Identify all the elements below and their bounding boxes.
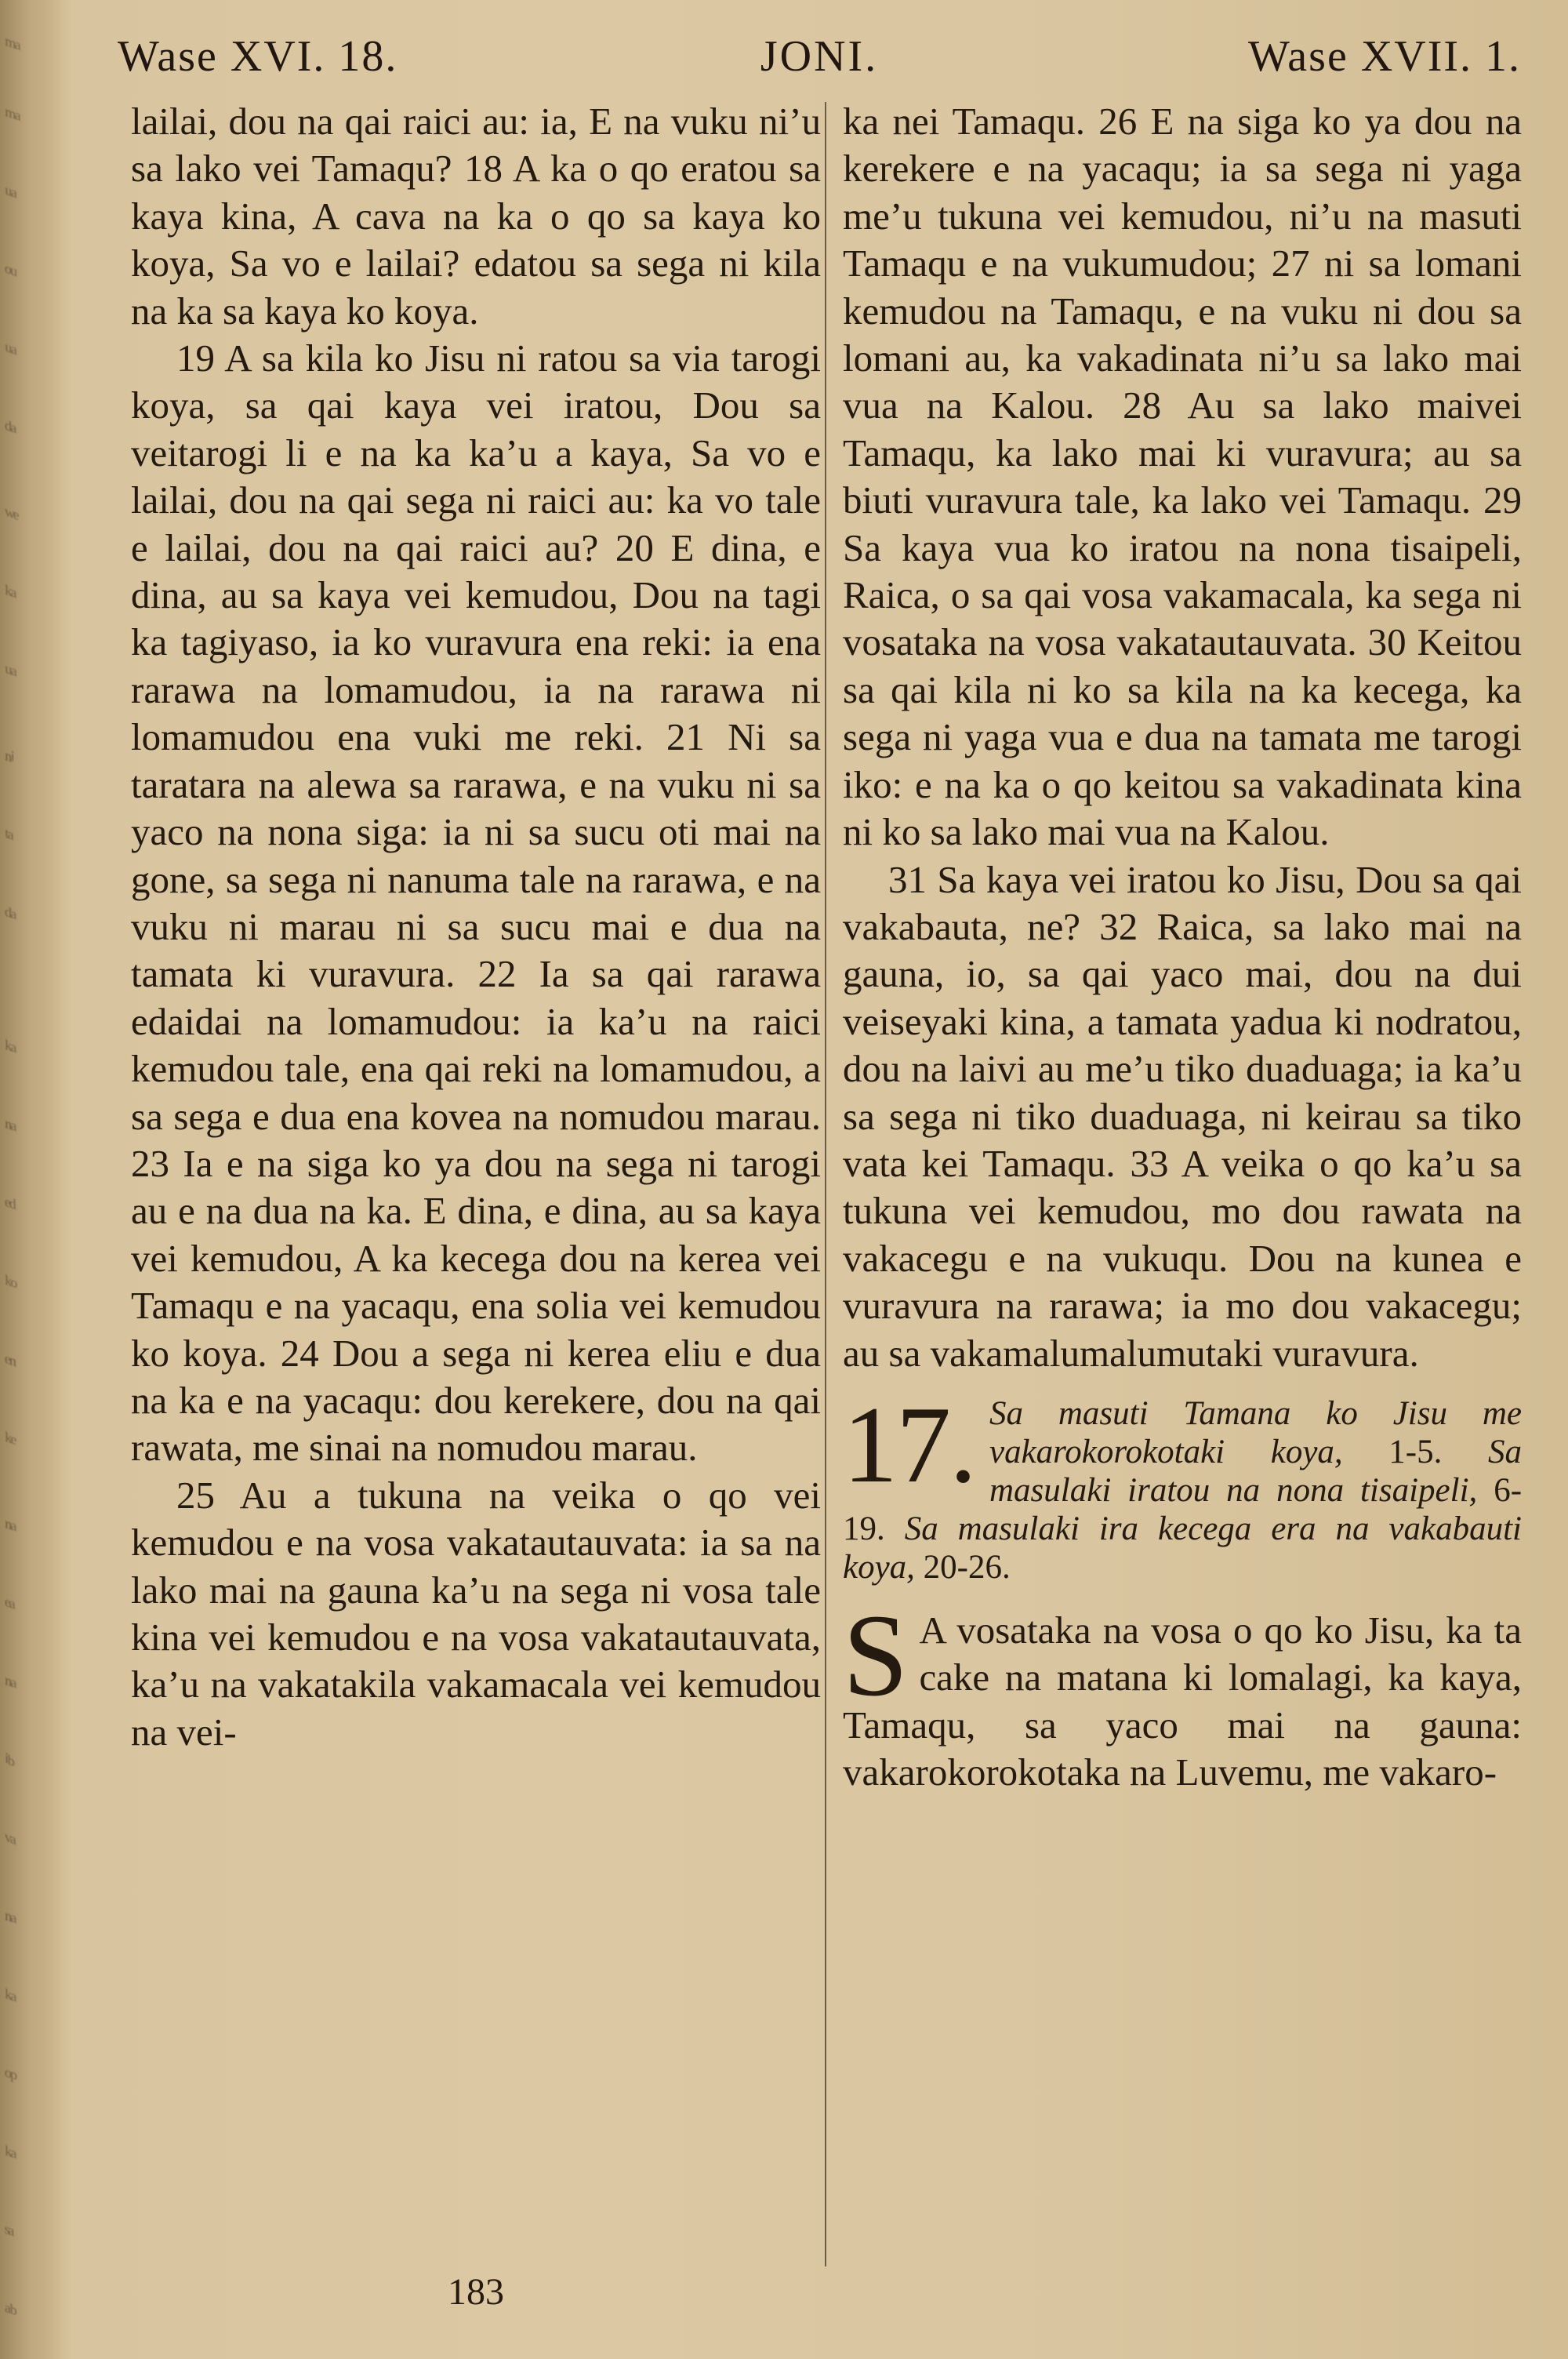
header-book-title: JONI. — [760, 32, 879, 81]
paragraph: lailai, dou na qai raici au: ia, E na vuku ni’u sa lako vei Tamaqu? 18 A ka o qo eratou sa kaya kina, A cava na ka o qo sa kaya ko koya, Sa vo e lailai? edatou sa sega ni kila na ka sa kaya ko koya. — [131, 100, 821, 333]
summary-item: Sa masuti Tamana ko Jisu me vakarokorokotaki koya, — [989, 1394, 1522, 1470]
paragraph-text: A vosataka na vosa o qo ko Jisu, ka ta cake na matana ki lomalagi, ka kaya, Tamaqu, sa yaco mai na gauna: vakarokorokotaka na Luvemu, me vakaro- — [843, 1608, 1522, 1794]
chapter-number: 17. — [843, 1383, 975, 1506]
right-column — [843, 98, 1522, 1797]
summary-reference: 20-26. — [923, 1548, 1011, 1586]
summary-reference: 6-19. — [843, 1471, 1523, 1547]
facing-page-bleed: ᵐᵃ ᵐᵃ ᵘᵃ ᵒᵘ ᵘᵃ ᵈᵃ ʷᵉ ᵏᵃ ᵘᵃ ⁿⁱ ᵗᵃ ᵈᵃ ᵏᵃ ⁿᵃ ᵉᵈ ᵏᵒ ᵉⁿ ᵏᵉ ⁿᵃ ᵉᵃ ⁿᵃ ⁱᵇ ᵛᵃ ⁿᵃ ᵏᵃ ᵒᵖ ᵏᵃ ˢᵃ ᵃᵇ — [0, 0, 72, 2359]
summary-reference: 1-5. — [1388, 1433, 1443, 1470]
paragraph: 31 Sa kaya vei iratou ko Jisu, Dou sa qai vakabauta, ne? 32 Raica, sa lako mai na gauna, io, sa qai yaco mai, dou na dui veiseyaki kina, a tamata yadua ki nodratou, dou na laivi au me’u tiko duaduaga; ia ka’u sa sega ni tiko duaduaga, ni keirau sa tiko vata kei Tamaqu. 33 A veika o qo ka’u sa tukuna vei kemudou, mo dou rawata na vakacegu e na vukuqu. Dou na kunea e vuravura na rarawa; ia mo dou vakacegu; au sa vakamalumalumutaki vuravura. — [843, 857, 1522, 1375]
summary-item: Sa masulaki ira kecega era na vakabauti koya, — [843, 1510, 1522, 1586]
left-column — [131, 98, 821, 1756]
page-number: 183 — [448, 2271, 504, 2313]
opening-paragraph — [843, 1590, 1522, 1797]
paragraph: 19 A sa kila ko Jisu ni ratou sa via tarogi koya, sa qai kaya vei iratou, Dou sa veitarogi li e na ka ka’u a kaya, Sa vo e lailai, dou na qai sega ni raici au: ka vo tale e lailai, dou na qai raici au? 20 E dina, e dina, au sa kaya vei kemudou, Dou na tagi ka tagiyaso, ia ko vuravura ena reki: ia ena rarawa na lomamudou, ia na rarawa ni lomamudou ena vuki me reki. 21 Ni sa taratara na alewa sa rarawa, e na vuku ni sa yaco na nona siga: ia ni sa sucu oti mai na gone, sa sega ni nanuma tale na rarawa, e na vuku ni marau ni sa sucu mai e dua na tamata ki vuravura. 22 Ia sa qai rarawa edaidai na lomamudou: ia ka’u na raici kemudou tale, ena qai reki na lomamudou, a sa sega e dua ena kovea na nomudou marau. 23 Ia e na siga ko ya dou na sega ni tarogi au e na dua na ka. E dina, e dina, au sa kaya vei kemudou, A ka kecega dou na kerea vei Tamaqu e na yacaqu, ena solia vei kemudou ko koya. 24 Dou a sega ni kerea eliu e dua na ka e na yacaqu: dou kerekere, dou na qai rawata, me sinai na nomudou marau. — [131, 336, 821, 1470]
summary-item: Sa masulaki iratou na nona tisaipeli, — [989, 1433, 1523, 1509]
column-divider — [825, 102, 826, 2266]
running-header — [118, 31, 1521, 86]
paragraph: 25 Au a tukuna na veika o qo vei kemudou e na vosa vakatautauvata: ia sa na lako mai na gauna ka’u na sega ni vosa tale kina vei kemudou e na vosa vakatautauvata, ka’u na vakatakila vakamacala vei kemudou na vei- — [131, 1473, 821, 1754]
header-left-reference: Wase XVI. 18. — [118, 32, 398, 81]
drop-cap: S — [843, 1590, 909, 1721]
header-right-reference: Wase XVII. 1. — [1247, 32, 1521, 81]
paragraph: ka nei Tamaqu. 26 E na siga ko ya dou na kerekere e na yacaqu; ia sa sega ni yaga me’u tukuna vei kemudou, ni’u na masuti Tamaqu e na vukumudou; 27 ni sa lomani kemudou na Tamaqu, e na vuku ni dou sa lomani au, ka vakadinata ni’u sa lako mai vua na Kalou. 28 Au sa lako maivei Tamaqu, ka lako mai ki vuravura; au sa biuti vuravura tale, ka lako vei Tamaqu. 29 Sa kaya vua ko iratou na nona tisaipeli, Raica, o sa qai vosa vakamacala, ka sega ni vosataka na vosa vakatautauvata. 30 Keitou sa qai kila ni ko sa kila na ka kecega, ka sega ni yaga vua e dua na tamata me tarogi iko: e na ka o qo keitou sa vakadinata kina ni ko sa lako mai vua na Kalou. — [843, 100, 1522, 854]
chapter-heading — [843, 1383, 1523, 1587]
